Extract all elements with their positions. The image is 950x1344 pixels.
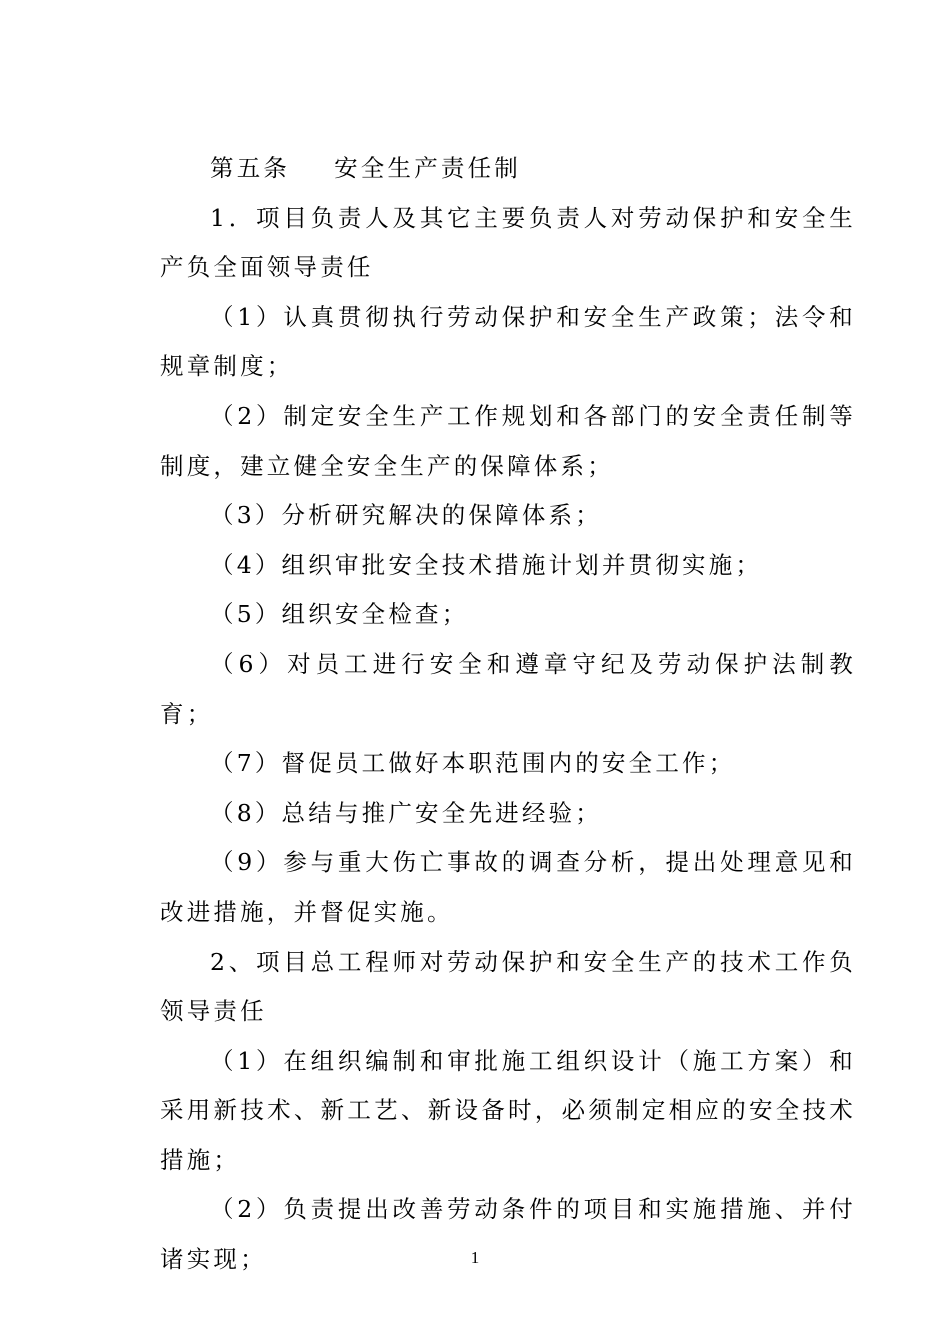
paragraph-subitem-1-1: （1）认真贯彻执行劳动保护和安全生产政策；法令和规章制度； bbox=[160, 302, 856, 381]
paragraph-item-2: 2、项目总工程师对劳动保护和安全生产的技术工作负领导责任 bbox=[160, 947, 856, 1026]
paragraph-item-1: 1．项目负责人及其它主要负责人对劳动保护和安全生产负全面领导责任 bbox=[160, 203, 856, 282]
paragraph-subitem-1-4: （4）组织审批安全技术措施计划并贯彻实施； bbox=[210, 550, 763, 579]
paragraph-subitem-1-2: （2）制定安全生产工作规划和各部门的安全责任制等制度，建立健全安全生产的保障体系； bbox=[160, 401, 856, 480]
paragraph-subitem-2-1: （1）在组织编制和审批施工组织设计（施工方案）和采用新技术、新工艺、新设备时，必须制定相应的安全技术措施； bbox=[160, 1046, 856, 1174]
article-heading bbox=[160, 144, 856, 194]
paragraph-subitem-2-2: （2）负责提出改善劳动条件的项目和实施措施、并付诸实现； bbox=[160, 1195, 856, 1274]
document-body bbox=[160, 144, 856, 1285]
paragraph-subitem-1-9: （9）参与重大伤亡事故的调查分析，提出处理意见和改进措施，并督促实施。 bbox=[160, 848, 856, 926]
article-title: 安全生产责任制 bbox=[334, 154, 522, 182]
paragraph-subitem-1-8: （8）总结与推广安全先进经验； bbox=[210, 798, 602, 827]
paragraph-subitem-1-6: （6）对员工进行安全和遵章守纪及劳动保护法制教育； bbox=[160, 649, 856, 728]
paragraph-subitem-1-5: （5）组织安全检查； bbox=[210, 600, 469, 629]
paragraph-subitem-1-3: （3）分析研究解决的保障体系； bbox=[210, 501, 602, 530]
page-number: 1 bbox=[470, 1248, 480, 1267]
article-number: 第五条 bbox=[210, 154, 291, 182]
paragraph-subitem-1-7: （7）督促员工做好本职范围内的安全工作； bbox=[210, 749, 736, 778]
